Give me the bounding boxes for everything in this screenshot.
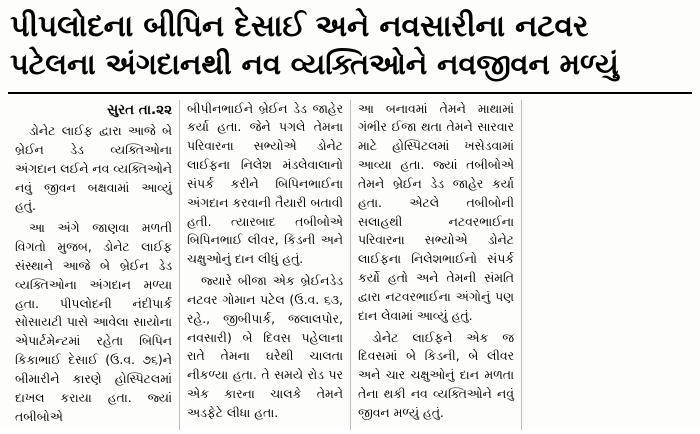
- article-column-4: [521, 100, 692, 430]
- paragraph: આ અંગે જાણવા મળતી વિગતો મુજબ, ડોનેટ લાઈફ સંસ્થાને આજે બે બ્રેઈન ડેડ વ્યક્તિઓના અંગદાન મળ્યા હતા. પીપલોદની નંદીપાર્ક સોસાયટી પાસે આવેલા સાયોના એપાર્ટમેન્ટમાં રહેતા બિપિન કિકાભાઈ દેસાઈ (ઉ.વ. ૭૬)ને બીમારીને કારણે હોસ્પિટલમાં દાખલ કરાયા હતા. જ્યાં તબીબોએ: [15, 220, 172, 424]
- article-column-1: [8, 100, 179, 430]
- article-column-2: [179, 100, 350, 430]
- article-column-3: [350, 100, 521, 430]
- dateline: સુરત તા.૨૨: [107, 101, 172, 118]
- paragraph: આ બનાવમાં તેમને માથામાં ગંભીર ઈજા થતા તેમને સારવાર માટે હોસ્પિટલમાં ખસેડવામાં આવ્યા હતા. જ્યાં તબીબોએ તેમને બ્રેઈન ડેડ જાહેર કર્યા હતા. એટલે તબીબોની સલાહથી નટવરભાઈના પરિવારના સભ્યોએ ડોનેટ લાઈફના નિલેશભાઈનો સંપર્ક કર્યો હતો અને તેમની સંમતિ દ્વારા નટવરભાઈના અંગોનું પણ દાન લેવામાં આવ્યું હતું.: [358, 100, 514, 323]
- article-body: [0, 94, 700, 434]
- article-headline: [0, 0, 700, 86]
- paragraph: ડોનેટ લાઈફ દ્વારા આજે બે બ્રેઈન ડેડ વ્યક્તિઓના અંગદાન લઈને નવ વ્યક્તિઓને નવું જીવન બક્ષવામાં આવ્યું હતું.: [15, 123, 172, 214]
- headline-line-1: પીપલોદના બીપિન દેસાઈ અને નવસારીના નટવર: [10, 9, 589, 44]
- headline-line-2: પટેલના અંગદાનથી નવ વ્યક્તિઓને નવજીવન મળ્યું: [10, 47, 619, 82]
- paragraph: બીપીનભાઈને બ્રેઈન ડેડ જાહેર કર્યા હતા. જેને પગલે તેમના પરિવારના સભ્યોએ ડોનેટ લાઈફના નિલેશ મંડલેવાલાનો સંપર્ક કરીને બિપિનભાઈના અંગદાન કરવાની તૈયારી બતાવી હતી. ત્યારબાદ તબીબોએ બિપિનભાઈ લીવર, કિડની અને ચક્ષુઓનું દાન લીધું હતું.: [187, 100, 343, 267]
- paragraph: જ્યારે બીજા એક બ્રેઈનડેડ નટવર ગોમાન પટેલ (ઉ.વ. ૬૩, રહે., જીબીપાર્ક, જલાલપોર, નવસારી) બે દિવસ પહેલાના રાતે તેમના ઘરેથી ચાલતા નીકળ્યા હતા. તે સમયે રોડ પર એક કારના ચાલકે તેમને અડફેટે લીધા હતા.: [187, 273, 343, 420]
- paragraph: ડોનેટ લાઈફને એક જ દિવસમાં બે કિડની, બે લીવર અને ચાર ચક્ષુઓનું દાન મળતા તેના થકી નવ વ્યક્તિઓને નવું જીવન મળ્યું હતું.: [358, 329, 514, 420]
